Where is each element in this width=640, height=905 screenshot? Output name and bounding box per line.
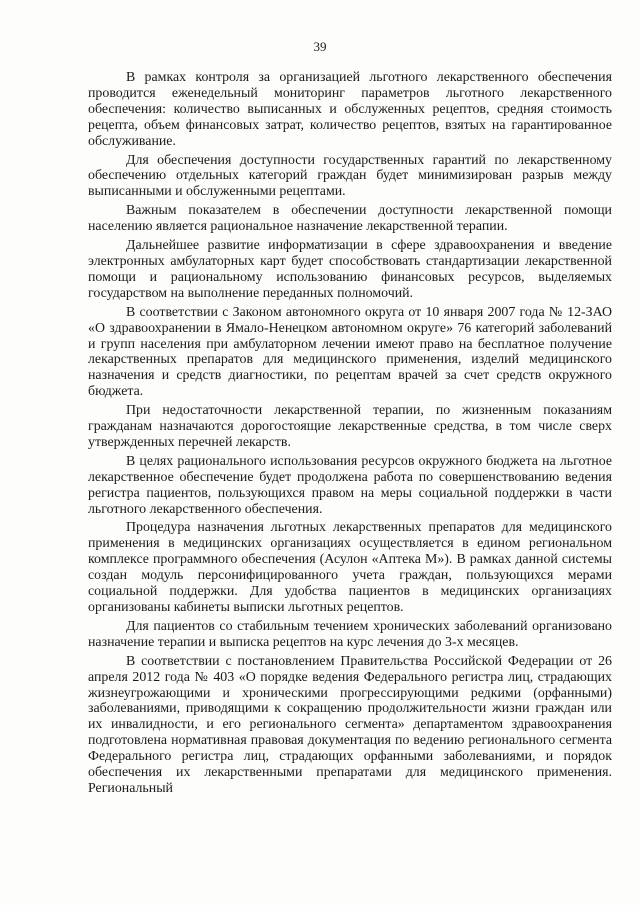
body-text: [88, 70, 612, 800]
page-number: 39: [313, 39, 327, 54]
paragraph: Важным показателем в обеспечении доступности лекарственной помощи населению является рациональное назначение лекарственной терапии.: [88, 203, 612, 235]
paragraph: Для обеспечения доступности государственных гарантий по лекарственному обеспечению отдельных категорий граждан будет минимизирован разрыв между выписанными и обслуженными рецептами.: [88, 152, 612, 200]
paragraph: При недостаточности лекарственной терапии, по жизненным показаниям гражданам назначаются дорогостоящие лекарственные средства, в том числе сверх утвержденных перечней лекарств.: [88, 403, 612, 450]
paragraph: В соответствии с постановлением Правительства Российской Федерации от 26 апреля 2012 года № 403 «О порядке ведения Федерального регистра лиц, страдающих жизнеугрожающими и хроническими прогрессирующими редкими (орфанными) заболеваниями, приводящими к сокращению продолжительности жизни граждан или их инвалидности, и его регионального сегмента» департаментом здравоохранения подготовлена нормативная правовая документация по ведению регионального сегмента Федерального регистра лиц, страдающих орфанными заболеваниями, и порядок обеспечения их лекарственными препаратами для медицинского применения. Региональный: [88, 653, 612, 796]
paragraph: В рамках контроля за организацией льготного лекарственного обеспечения проводится еженедельный мониторинг параметров льготного лекарственного обеспечения: количество выписанных и обслуженных рецептов, средняя стоимость рецепта, объем финансовых затрат, количество рецептов, взятых на гарантированное обслуживание.: [88, 70, 612, 149]
paragraph: В соответствии с Законом автономного округа от 10 января 2007 года № 12-ЗАО «О здравоохранении в Ямало-Ненецком автономном округе» 76 категорий заболеваний и групп населения при амбулаторном лечении имеют право на бесплатное получение лекарственных препаратов для медицинского применения, изделий медицинского назначения и средств диагностики, по рецептам врачей за счет средств окружного бюджета.: [88, 304, 612, 400]
paragraph: Дальнейшее развитие информатизации в сфере здравоохранения и введение электронных амбулаторных карт будет способствовать стандартизации лекарственной помощи и рациональному использованию финансовых ресурсов, выделяемых государством на выполнение переданных полномочий.: [88, 238, 612, 301]
paragraph: Процедура назначения льготных лекарственных препаратов для медицинского применения в медицинских организациях осуществляется в едином региональном комплексе программного обеспечения (Асулон «Аптека М»). В рамках данной системы создан модуль персонифицированного учета граждан, пользующихся мерами социальной поддержки. Для удобства пациентов в медицинских организациях организованы кабинеты выписки льготных рецептов.: [88, 520, 612, 615]
paragraph: Для пациентов со стабильным течением хронических заболеваний организовано назначение терапии и выписка рецептов на курс лечения до 3-х месяцев.: [88, 618, 612, 650]
paragraph: В целях рационального использования ресурсов окружного бюджета на льготное лекарственное обеспечение будет продолжена работа по совершенствованию ведения регистра пациентов, пользующихся правом на меры социальной поддержки в части льготного лекарственного обеспечения.: [88, 453, 612, 517]
